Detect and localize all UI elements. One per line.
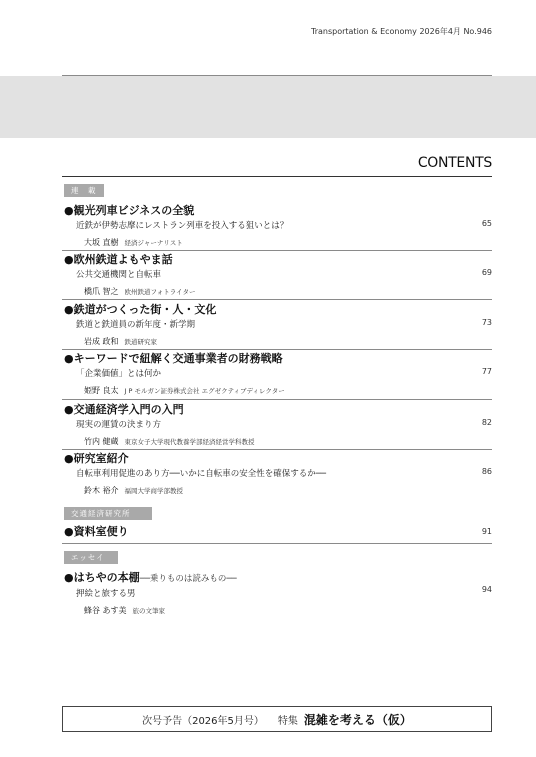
entry-page-number: 69 [481, 268, 492, 277]
toc-entry[interactable] [64, 571, 492, 617]
entry-byline [84, 234, 492, 249]
entry-page-number: 94 [481, 585, 492, 594]
entry-divider [62, 299, 492, 300]
contents-heading: CONTENTS [417, 155, 492, 171]
entry-byline [84, 333, 492, 348]
section-tag-essay: エッセイ [64, 551, 118, 564]
entry-page-number: 82 [481, 418, 492, 427]
entry-author: 橋爪 智之 [84, 287, 119, 296]
toc-entry[interactable] [64, 452, 492, 497]
entry-byline [84, 482, 492, 497]
next-issue-box [62, 706, 492, 732]
entry-author: 姫野 良太 [84, 386, 119, 395]
entry-subtitle: 近鉄が伊勢志摩にレストラン列車を投入する狙いとは？ [76, 221, 289, 231]
entry-author: 蜂谷 あす美 [84, 606, 127, 615]
section-tag-institute: 交通経済研究所 [64, 507, 152, 520]
entry-affiliation: J P モルガン証券株式会社 エグゼクティブディレクター [124, 387, 285, 395]
entry-divider [62, 250, 492, 251]
contents-divider [62, 176, 492, 177]
entry-title: ●はちやの本棚 [64, 571, 140, 584]
header-gray-panel [0, 76, 536, 138]
entry-affiliation: 東京女子大学現代教養学部経済経営学科教授 [124, 438, 255, 446]
entry-page-number: 65 [481, 219, 492, 228]
toc-entry[interactable] [64, 253, 492, 298]
entry-title: ●資料室便り [64, 525, 129, 538]
entry-author: 大坂 直樹 [84, 238, 119, 247]
entry-affiliation: 経済ジャーナリスト [124, 239, 183, 247]
next-issue-feature-label: 特集 [277, 716, 298, 727]
entry-title: ●観光列車ビジネスの全貌 [64, 204, 195, 217]
entry-title: ●欧州鉄道よもやま話 [64, 253, 173, 266]
entry-subtitle: 押絵と旅する男 [76, 589, 136, 599]
entry-affiliation: 旅の文筆家 [132, 607, 166, 615]
section-tag-serial: 連 載 [64, 184, 104, 197]
toc-entry[interactable] [64, 525, 492, 539]
entry-affiliation: 鉄道研究家 [124, 338, 158, 346]
entry-title: ●鉄道がつくった街・人・文化 [64, 303, 217, 316]
entry-byline [84, 602, 492, 617]
entry-subtitle: 自転車利用促進のあり方──いかに自転車の安全性を確保するか── [76, 469, 326, 479]
journal-issue-line: Transportation & Economy 2026年4月 No.946 [310, 27, 492, 36]
entry-byline [84, 283, 492, 298]
entry-title-sub: ──乗りものは読みもの── [139, 574, 237, 584]
entry-subtitle: 現実の運賃の決まり方 [76, 420, 162, 430]
entry-author: 鈴木 裕介 [84, 486, 119, 495]
entry-subtitle: 「企業価値」とは何か [76, 369, 162, 379]
entry-title: ●研究室紹介 [64, 452, 129, 465]
entry-divider [62, 399, 492, 400]
entry-page-number: 91 [481, 527, 492, 536]
toc-entry[interactable] [64, 403, 492, 448]
next-issue-feature-title: 混雑を考える（仮） [303, 713, 412, 727]
entry-divider [62, 543, 492, 544]
entry-page-number: 86 [481, 467, 492, 476]
entry-page-number: 77 [481, 367, 492, 376]
entry-title: ●交通経済学入門の入門 [64, 403, 184, 416]
header-divider [62, 75, 492, 76]
next-issue-label: 次号予告（2026年5月号） [142, 716, 264, 727]
entry-subtitle: 公共交通機関と自転車 [76, 270, 162, 280]
entry-divider [62, 449, 492, 450]
entry-subtitle: 鉄道と鉄道員の新年度・新学期 [76, 320, 196, 330]
toc-entry[interactable] [64, 204, 492, 249]
toc-entry[interactable] [64, 303, 492, 348]
entry-author: 岩成 政和 [84, 337, 119, 346]
entry-page-number: 73 [481, 318, 492, 327]
entry-title: ●キーワードで紐解く交通事業者の財務戦略 [64, 352, 283, 365]
entry-affiliation: 福岡大学商学部教授 [124, 487, 184, 495]
entry-byline [84, 382, 492, 397]
header-band [0, 0, 536, 138]
entry-affiliation: 欧州鉄道フォトライター [124, 288, 196, 296]
entry-divider [62, 349, 492, 350]
entry-title-line [64, 571, 492, 586]
entry-author: 竹内 健蔵 [84, 437, 119, 446]
entry-byline [84, 433, 492, 448]
toc-entry[interactable] [64, 352, 492, 397]
